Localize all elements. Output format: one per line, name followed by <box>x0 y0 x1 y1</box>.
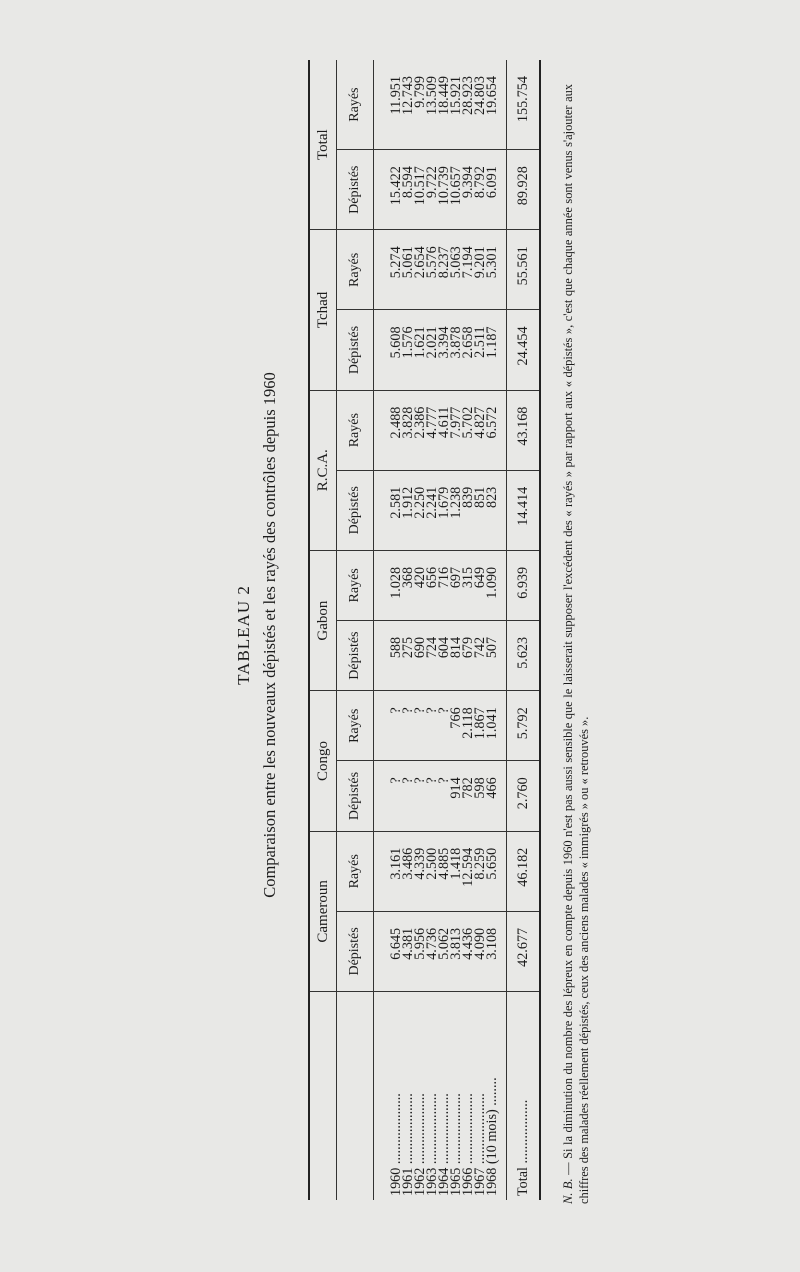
data-cell: 13.509 <box>426 60 438 150</box>
table-number-heading: TABLEAU 2 <box>234 585 253 685</box>
data-cell: ? <box>438 691 450 761</box>
data-cell: 5.061 <box>402 230 414 310</box>
total-cell: 42.677 <box>507 911 541 991</box>
data-cell: ? <box>402 691 414 761</box>
data-cell: 690 <box>414 620 426 690</box>
total-cell: 43.168 <box>507 390 541 470</box>
data-cell: 9.201 <box>474 230 486 310</box>
data-cell: 3.828 <box>402 390 414 470</box>
row-year-label: 1960 .................... <box>388 1093 404 1196</box>
data-cell: 1.187 <box>486 310 507 390</box>
year-row <box>474 60 486 1200</box>
data-cell: 4.436 <box>462 911 474 991</box>
group-header-tchad: Tchad <box>309 230 337 390</box>
year-rows <box>374 60 507 1200</box>
data-cell: 3.878 <box>450 310 462 390</box>
year-row <box>450 60 462 1200</box>
total-cell: 5.792 <box>507 691 541 761</box>
data-cell: ? <box>414 691 426 761</box>
data-cell: 3.394 <box>438 310 450 390</box>
sub-header-rayes: Rayés <box>337 550 374 620</box>
data-cell: 4.827 <box>474 390 486 470</box>
data-cell: 1.028 <box>374 550 403 620</box>
sub-header-depistes: Dépistés <box>337 620 374 690</box>
year-row <box>462 60 474 1200</box>
data-cell: 18.449 <box>438 60 450 150</box>
data-cell: 724 <box>426 620 438 690</box>
data-cell: 466 <box>486 761 507 831</box>
row-year-label: 1966 .................... <box>460 1093 476 1196</box>
data-cell: 4.736 <box>426 911 438 991</box>
data-cell: ? <box>426 761 438 831</box>
total-cell: 2.760 <box>507 761 541 831</box>
row-year-label: 1965 .................... <box>448 1093 464 1196</box>
data-cell: 10.657 <box>450 150 462 230</box>
data-cell: 5.650 <box>486 831 507 911</box>
group-header-congo: Congo <box>309 691 337 831</box>
total-cell: 55.561 <box>507 230 541 310</box>
data-cell: 656 <box>426 550 438 620</box>
data-cell: 2.511 <box>474 310 486 390</box>
row-year-label: 1961 .................... <box>400 1093 416 1196</box>
data-cell: 588 <box>374 620 403 690</box>
row-year-label: 1967 .................... <box>472 1093 488 1196</box>
data-cell: 914 <box>450 761 462 831</box>
data-cell: ? <box>438 761 450 831</box>
sub-header-depistes: Dépistés <box>337 150 374 230</box>
data-cell: 420 <box>414 550 426 620</box>
data-cell: 7.977 <box>450 390 462 470</box>
row-year-label: 1968 (10 mois) ........ <box>484 1077 500 1196</box>
data-cell: 368 <box>402 550 414 620</box>
sub-header-row <box>337 60 374 1200</box>
sub-header-rayes: Rayés <box>337 390 374 470</box>
data-cell: 1.090 <box>486 550 507 620</box>
data-cell: 8.594 <box>402 150 414 230</box>
data-cell: 3.486 <box>402 831 414 911</box>
data-cell: 2.658 <box>462 310 474 390</box>
data-cell: 9.394 <box>462 150 474 230</box>
data-cell: 2.021 <box>426 310 438 390</box>
data-cell: 742 <box>474 620 486 690</box>
data-cell: 3.108 <box>486 911 507 991</box>
data-cell: 19.654 <box>486 60 507 150</box>
footnote-prefix: N. B. <box>561 1178 575 1204</box>
data-cell: 9.799 <box>414 60 426 150</box>
data-cell: 6.091 <box>486 150 507 230</box>
data-cell: 4.611 <box>438 390 450 470</box>
sub-header-depistes: Dépistés <box>337 911 374 991</box>
data-cell: 9.722 <box>426 150 438 230</box>
data-cell: 598 <box>474 761 486 831</box>
data-cell: 4.090 <box>474 911 486 991</box>
data-cell: 4.777 <box>426 390 438 470</box>
total-row <box>507 60 541 1200</box>
total-cell: 5.623 <box>507 620 541 690</box>
data-cell: 5.956 <box>414 911 426 991</box>
data-cell: 28.923 <box>462 60 474 150</box>
total-cell: 46.182 <box>507 831 541 911</box>
sub-header-rayes: Rayés <box>337 831 374 911</box>
year-row <box>438 60 450 1200</box>
data-cell: 2.118 <box>462 691 474 761</box>
data-cell: 766 <box>450 691 462 761</box>
data-cell: 7.194 <box>462 230 474 310</box>
year-row <box>486 60 507 1200</box>
data-cell: 275 <box>402 620 414 690</box>
group-header-gabon: Gabon <box>309 550 337 690</box>
data-cell: 5.301 <box>486 230 507 310</box>
total-cell: 24.454 <box>507 310 541 390</box>
data-cell: 507 <box>486 620 507 690</box>
total-section <box>507 60 541 1200</box>
data-cell: 3.161 <box>374 831 403 911</box>
data-cell: 5.576 <box>426 230 438 310</box>
data-cell: 2.500 <box>426 831 438 911</box>
data-cell: 15.921 <box>450 60 462 150</box>
sub-header-rayes: Rayés <box>337 60 374 150</box>
total-row-label: Total .................. <box>507 992 541 1201</box>
data-cell: 782 <box>462 761 474 831</box>
data-cell: 1.041 <box>486 691 507 761</box>
data-cell: 814 <box>450 620 462 690</box>
data-cell: 10.517 <box>414 150 426 230</box>
data-cell: 649 <box>474 550 486 620</box>
data-cell: 4.885 <box>438 831 450 911</box>
total-cell: 155.754 <box>507 60 541 150</box>
group-header-rca: R.C.A. <box>309 390 337 550</box>
row-year-label: 1962 .................... <box>412 1093 428 1196</box>
data-cell: 1.418 <box>450 831 462 911</box>
data-cell: 8.259 <box>474 831 486 911</box>
group-header-total: Total <box>309 60 337 230</box>
data-cell: 1.621 <box>414 310 426 390</box>
data-cell: 1.912 <box>402 470 414 550</box>
row-year-label: 1963 .................... <box>424 1093 440 1196</box>
year-row <box>402 60 414 1200</box>
data-cell: 2.488 <box>374 390 403 470</box>
data-cell: 839 <box>462 470 474 550</box>
data-cell: 8.237 <box>438 230 450 310</box>
data-cell: 2.581 <box>374 470 403 550</box>
table-title-block <box>220 60 310 1210</box>
data-cell: 5.274 <box>374 230 403 310</box>
data-cell: 2.386 <box>414 390 426 470</box>
year-row <box>374 60 403 1200</box>
data-cell: ? <box>426 691 438 761</box>
rotated-page-content <box>220 60 620 1210</box>
data-cell: 1.238 <box>450 470 462 550</box>
data-cell: 24.803 <box>474 60 486 150</box>
data-cell: 823 <box>486 470 507 550</box>
sub-header-depistes: Dépistés <box>337 470 374 550</box>
footnote-text: — Si la diminution du nombre des lépreux en compte depuis 1960 n'est pas aussi sensible que le laisserait supposer l'excédent des « rayés » par rapport aux « dépistés », c'est que chaque année sont venus s'ajouter aux chiffres des malades réellement dépistés, ceux des anciens malades « immigrés » ou « retrouvés ». <box>561 84 591 1204</box>
year-row <box>426 60 438 1200</box>
data-cell: 5.062 <box>438 911 450 991</box>
data-cell: 1.576 <box>402 310 414 390</box>
year-sub-header <box>337 992 374 1201</box>
data-cell: 4.339 <box>414 831 426 911</box>
data-cell: 5.702 <box>462 390 474 470</box>
total-cell: 89.928 <box>507 150 541 230</box>
data-cell: 10.739 <box>438 150 450 230</box>
sub-header-rayes: Rayés <box>337 691 374 761</box>
sub-header-rayes: Rayés <box>337 230 374 310</box>
data-cell: 851 <box>474 470 486 550</box>
data-cell: 2.241 <box>426 470 438 550</box>
data-cell: ? <box>402 761 414 831</box>
data-cell: 604 <box>438 620 450 690</box>
data-cell: 12.743 <box>402 60 414 150</box>
data-cell: 716 <box>438 550 450 620</box>
data-cell: ? <box>414 761 426 831</box>
group-header-cameroun: Cameroun <box>309 831 337 991</box>
data-cell: 8.792 <box>474 150 486 230</box>
year-row <box>414 60 426 1200</box>
data-cell: 1.867 <box>474 691 486 761</box>
data-cell: 679 <box>462 620 474 690</box>
group-header-row <box>309 60 337 1200</box>
leprosy-data-table <box>308 60 541 1200</box>
data-cell: 6.645 <box>374 911 403 991</box>
footnote <box>560 84 592 1204</box>
table-caption: Comparaison entre les nouveaux dépistés et les rayés des contrôles depuis 1960 <box>260 372 279 898</box>
data-cell: 12.594 <box>462 831 474 911</box>
data-cell: 4.381 <box>402 911 414 991</box>
total-cell: 6.939 <box>507 550 541 620</box>
data-cell: ? <box>374 691 403 761</box>
data-cell: ? <box>374 761 403 831</box>
data-cell: 5.608 <box>374 310 403 390</box>
data-cell: 15.422 <box>374 150 403 230</box>
data-cell: 315 <box>462 550 474 620</box>
row-year-label: 1964 .................... <box>436 1093 452 1196</box>
data-cell: 2.654 <box>414 230 426 310</box>
data-cell: 1.679 <box>438 470 450 550</box>
sub-header-depistes: Dépistés <box>337 310 374 390</box>
data-cell: 697 <box>450 550 462 620</box>
sub-header-depistes: Dépistés <box>337 761 374 831</box>
data-cell: 11.951 <box>374 60 403 150</box>
data-cell: 5.063 <box>450 230 462 310</box>
data-cell: 6.572 <box>486 390 507 470</box>
year-column-header <box>309 992 337 1201</box>
total-cell: 14.414 <box>507 470 541 550</box>
data-cell: 3.813 <box>450 911 462 991</box>
data-cell: 2.250 <box>414 470 426 550</box>
